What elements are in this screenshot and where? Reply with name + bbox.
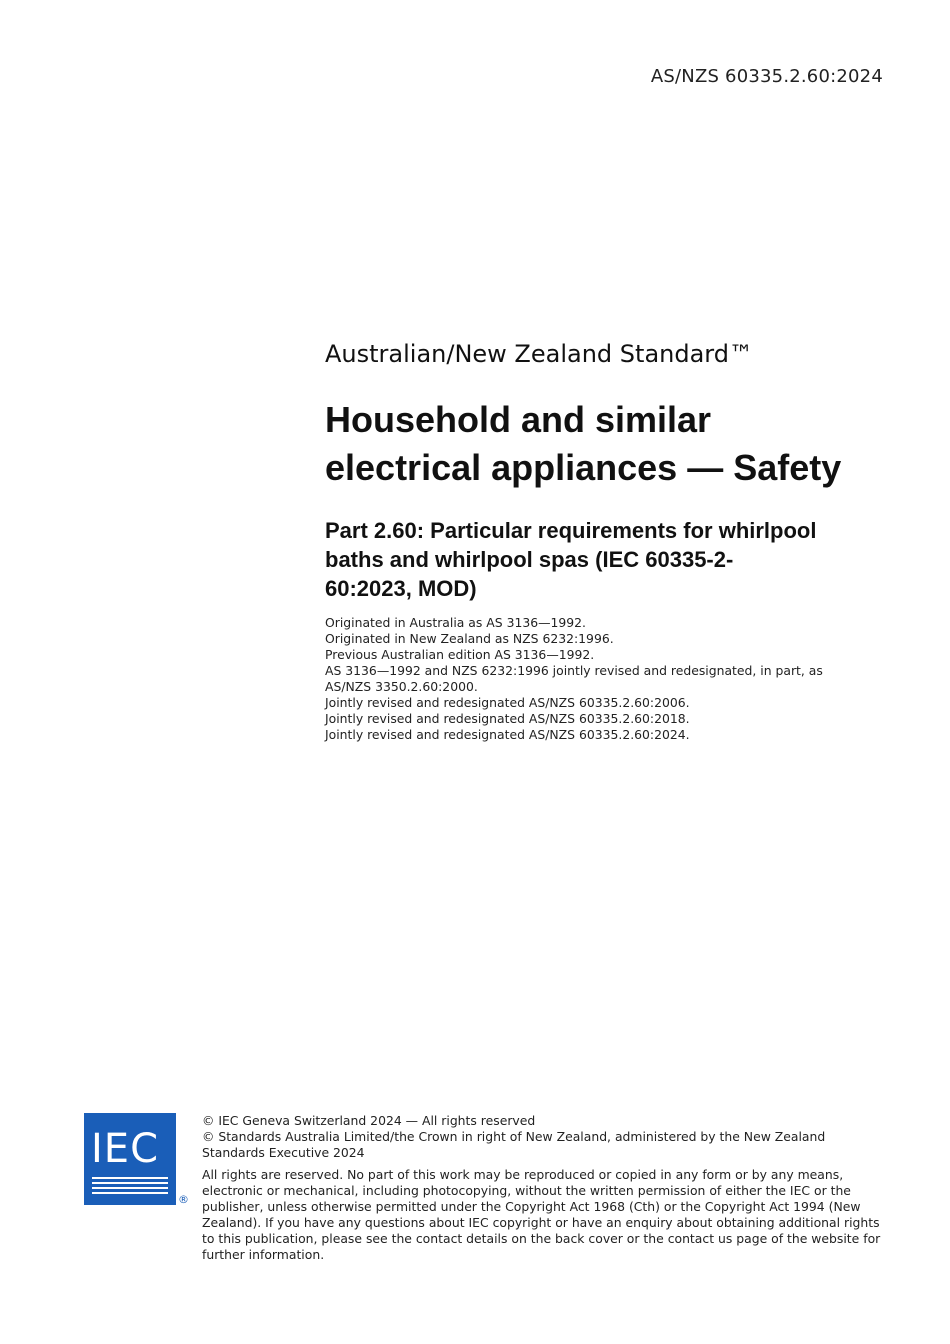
history-line: Previous Australian edition AS 3136—1992. xyxy=(325,647,595,662)
document-title xyxy=(325,396,895,492)
rights-statement: All rights are reserved. No part of this work may be reproduced or copied in any form or by any means, electronic or mechanical, including photocopying, without the written permission of either the IEC or the publisher, unless otherwise permitted under the Copyright Act 1968 (Cth) or the Copyright Act 1994 (New Zealand). If you have any questions about IEC copyright or have an enquiry about obtaining additional rights to this publication, please see the contact details on the back cover or the contact us page of the website for further information. xyxy=(202,1167,881,1262)
subtitle-line-2: baths and whirlpool spas (IEC 60335-2- xyxy=(325,547,734,572)
publication-history xyxy=(325,615,895,743)
history-line: Jointly revised and redesignated AS/NZS 60335.2.60:2024. xyxy=(325,727,690,742)
title-block xyxy=(325,340,895,743)
history-line: Originated in New Zealand as NZS 6232:1996. xyxy=(325,631,614,646)
document-id: AS/NZS 60335.2.60:2024 xyxy=(650,66,883,87)
copyright-standards-australia: © Standards Australia Limited/the Crown in right of New Zealand, administered by the New Zealand Standards Executive 2024 xyxy=(202,1129,826,1160)
iec-logo xyxy=(84,1113,176,1205)
copyright-footer xyxy=(202,1113,882,1263)
history-line: AS/NZS 3350.2.60:2000. xyxy=(325,679,478,694)
standard-type: Australian/New Zealand Standard™ xyxy=(325,340,753,368)
registered-mark: ® xyxy=(178,1193,189,1206)
iec-logo-text: IEC xyxy=(91,1126,159,1172)
iec-logo-lines xyxy=(92,1177,168,1197)
title-line-1: Household and similar xyxy=(325,399,712,440)
history-line: Jointly revised and redesignated AS/NZS 60335.2.60:2006. xyxy=(325,695,690,710)
document-subtitle xyxy=(325,516,865,603)
copyright-iec: © IEC Geneva Switzerland 2024 — All rights reserved xyxy=(202,1113,536,1128)
subtitle-line-1: Part 2.60: Particular requirements for whirlpool xyxy=(325,518,817,543)
history-line: Jointly revised and redesignated AS/NZS 60335.2.60:2018. xyxy=(325,711,690,726)
title-line-2: electrical appliances — Safety xyxy=(325,447,842,488)
history-line: Originated in Australia as AS 3136—1992. xyxy=(325,615,586,630)
subtitle-line-3: 60:2023, MOD) xyxy=(325,576,477,601)
history-line: AS 3136—1992 and NZS 6232:1996 jointly revised and redesignated, in part, as xyxy=(325,663,823,678)
